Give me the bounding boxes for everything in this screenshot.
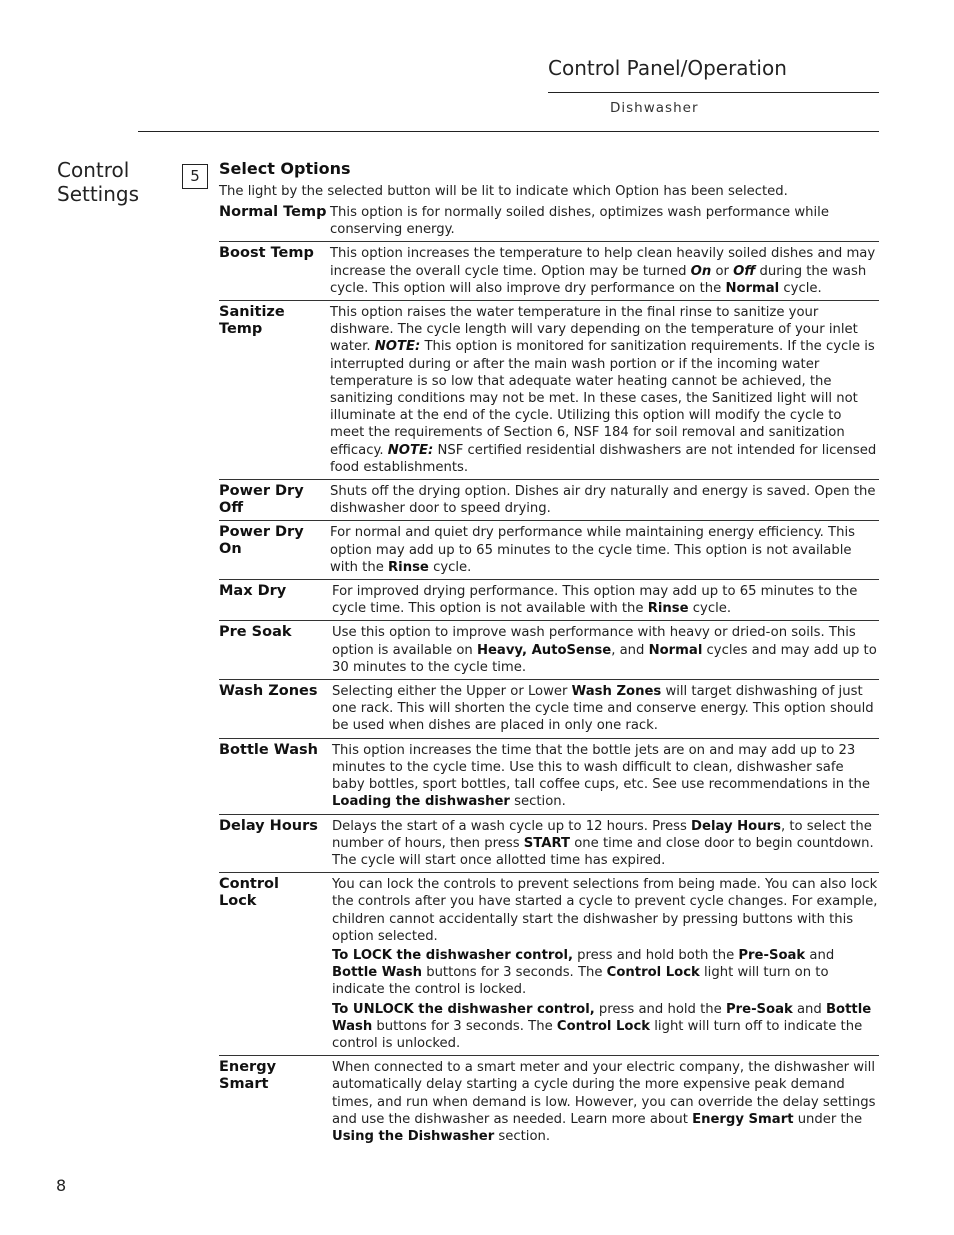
- option-row-bottle-wash: [219, 739, 879, 815]
- option-row-power-dry-on: [219, 521, 879, 580]
- option-description: [332, 742, 879, 811]
- option-row-boost-temp: [219, 242, 879, 301]
- option-description: [330, 204, 879, 238]
- option-description-paragraph: Use this option to improve wash performance with heavy or dried-on soils. This option is available on Heavy, AutoSense, and Normal cycles and may add up to 30 minutes to the cycle time.: [332, 625, 877, 675]
- option-label: Wash Zones: [219, 683, 318, 700]
- option-label: Delay Hours: [219, 817, 318, 834]
- option-description-paragraph: This option increases the time that the bottle jets are on and may add up to 23 minutes to the cycle time. Use this to wash difficult to clean, dishwasher safe baby bottles, sport bottles, tall coffee cups, etc. See use recommendations in the Loading the dishwasher section.: [332, 742, 870, 810]
- option-row-pre-soak: [219, 621, 879, 680]
- option-label: Power Dry Off: [219, 483, 304, 517]
- option-description: [332, 624, 879, 676]
- option-description-paragraph: Delays the start of a wash cycle up to 12 hours. Press Delay Hours, to select the number of hours, then press START one time and close door to begin countdown. The cycle will start once allotted time has expired.: [332, 818, 874, 868]
- option-row-delay-hours: [219, 815, 879, 874]
- step-number-box: 5: [182, 164, 208, 189]
- option-row-normal-temp: [219, 201, 879, 242]
- option-label: Boost Temp: [219, 245, 314, 262]
- option-description: [330, 524, 879, 576]
- option-description-paragraph: Selecting either the Upper or Lower Wash Zones will target dishwashing of just one rack. This will shorten the cycle time and conserve energy. This option should be used when dishes are placed in only one rack.: [332, 684, 874, 734]
- options-heading: Select Options: [219, 159, 351, 178]
- header-divider-long: [138, 131, 879, 132]
- option-description: [332, 683, 879, 735]
- page-number: 8: [56, 1176, 67, 1195]
- option-label: Max Dry: [219, 583, 287, 600]
- option-description: [330, 483, 879, 517]
- option-label: Normal Temp: [219, 204, 327, 220]
- option-row-control-lock: [219, 873, 879, 1056]
- section-title: Control Settings: [57, 158, 140, 206]
- option-description-paragraph: This option is for normally soiled dishes, optimizes wash performance while conserving energy.: [330, 205, 829, 238]
- option-row-sanitize-temp: [219, 301, 879, 480]
- option-description: [332, 583, 879, 617]
- option-description-paragraph: Shuts off the drying option. Dishes air dry naturally and energy is saved. Open the dishwasher door to speed drying.: [330, 484, 876, 517]
- option-description-paragraph: To LOCK the dishwasher control, press and hold both the Pre-Soak and Bottle Wash buttons for 3 seconds. The Control Lock light will turn on to indicate the control is locked.: [332, 947, 835, 998]
- option-description: [330, 245, 879, 297]
- option-description-paragraph: When connected to a smart meter and your electric company, the dishwasher will automatically delay starting a cycle during the more expensive peak demand times, and run when demand is low. However, you can override the delay settings and use the dishwasher as needed. Learn more about Energy Smart under the Using the Dishwasher section.: [332, 1060, 876, 1144]
- option-description-paragraph: This option increases the temperature to help clean heavily soiled dishes and may increase the overall cycle time. Option may be turned On or Off during the wash cycle. This option will also improve dry performance on the Normal cycle.: [330, 246, 876, 296]
- options-table: [219, 201, 879, 1148]
- option-label: Bottle Wash: [219, 741, 318, 758]
- option-description-paragraph: This option raises the water temperature in the final rinse to sanitize your dishware. The cycle length will vary depending on the temperature of your inlet water. NOTE: This option is monitored for sanitization requirements. If the cycle is interrupted during or after the main wash portion or if the incoming water temperature is so low that adequate water heating cannot be achieved, the sanitizing conditions may not be met. In these cases, the Sanitized light will not illuminate at the end of the cycle. Utilizing this option will modify the cycle to meet the requirements of Section 6, NSF 184 for soil removal and sanitization efficacy. NOTE: NSF certified residential dishwashers are not intended for licensed food establishments.: [330, 305, 877, 475]
- option-description-paragraph: To UNLOCK the dishwasher control, press and hold the Pre-Soak and Bottle Wash buttons for 3 seconds. The Control Lock light will turn off to indicate the control is unlocked.: [332, 1001, 872, 1051]
- option-description-paragraph: For improved drying performance. This option may add up to 65 minutes to the cycle time. This option is not available with the Rinse cycle.: [332, 584, 858, 617]
- option-description: [332, 876, 879, 1052]
- page-header-subtitle: Dishwasher: [610, 100, 699, 116]
- options-intro-text: The light by the selected button will be lit to indicate which Option has been selected.: [219, 184, 788, 199]
- option-label: Pre Soak: [219, 624, 292, 641]
- option-description: [332, 818, 879, 870]
- option-row-wash-zones: [219, 680, 879, 739]
- option-description-paragraph: For normal and quiet dry performance while maintaining energy efficiency. This option may add up to 65 minutes to the cycle time. This option is not available with the Rinse cycle.: [330, 525, 855, 575]
- option-row-max-dry: [219, 580, 879, 621]
- option-description-paragraph: You can lock the controls to prevent selections from being made. You can also lock the controls after you have started a cycle to prevent cycle changes. For example, children cannot accidentally start the dishwasher by pressing buttons with this option selected.: [332, 877, 878, 944]
- page-header-title: Control Panel/Operation: [548, 56, 787, 80]
- option-description: [332, 1059, 879, 1145]
- option-label: Sanitize Temp: [219, 304, 285, 338]
- option-row-power-dry-off: [219, 480, 879, 521]
- option-row-energy-smart: [219, 1056, 879, 1148]
- option-label: Power Dry On: [219, 524, 304, 558]
- option-label: Control Lock: [219, 876, 279, 910]
- option-label: Energy Smart: [219, 1059, 277, 1093]
- option-description: [330, 304, 879, 476]
- header-divider-short: [548, 92, 879, 93]
